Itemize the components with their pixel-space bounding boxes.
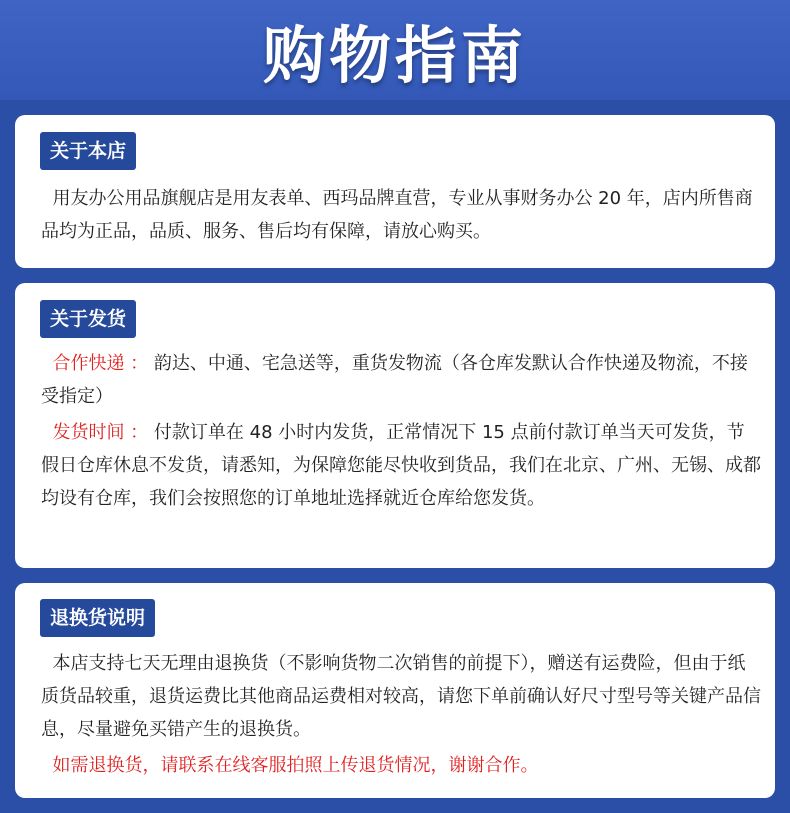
shipping-badge: 关于发货 <box>40 300 136 338</box>
returns-card <box>15 583 775 798</box>
shipping-time-text: 付款订单在 48 小时内发货，正常情况下 15 点前付款订单当天可发货，节假日仓库休息不发货，请悉知，为保障您能尽快收到货品，我们在北京、广州、无锡、成都均设有仓库，我们会按照您的订单地址选择就近仓库给您发货。 <box>41 422 761 509</box>
courier-paragraph <box>41 347 761 413</box>
returns-notice <box>41 749 761 782</box>
about-store-badge: 关于本店 <box>40 132 136 170</box>
about-store-text: 用友办公用品旗舰店是用友表单、西玛品牌直营，专业从事财务办公 20 年，店内所售商品均为正品，品质、服务、售后均有保障，请放心购买。 <box>41 188 753 242</box>
page-title: 购物指南 <box>262 18 527 92</box>
about-store-card <box>15 115 775 268</box>
shipping-card <box>15 283 775 568</box>
returns-text: 本店支持七天无理由退换货（不影响货物二次销售的前提下），赠送有运费险，但由于纸质货品较重，退货运费比其他商品运费相对较高，请您下单前确认好尺寸型号等关键产品信息，尽量避免买错产生的退换货。 <box>41 653 761 740</box>
shipping-time-paragraph <box>41 416 761 515</box>
shipping-time-label: 发货时间 ： <box>52 422 149 443</box>
returns-badge: 退换货说明 <box>40 599 155 637</box>
returns-notice-text: 如需退换货，请联系在线客服拍照上传退货情况，谢谢合作。 <box>52 755 539 776</box>
courier-text: 韵达、中通、宅急送等，重货发物流（各仓库发默认合作快递及物流，不接受指定） <box>41 353 748 407</box>
page-header <box>0 0 790 100</box>
courier-label: 合作快递 ： <box>52 353 149 374</box>
